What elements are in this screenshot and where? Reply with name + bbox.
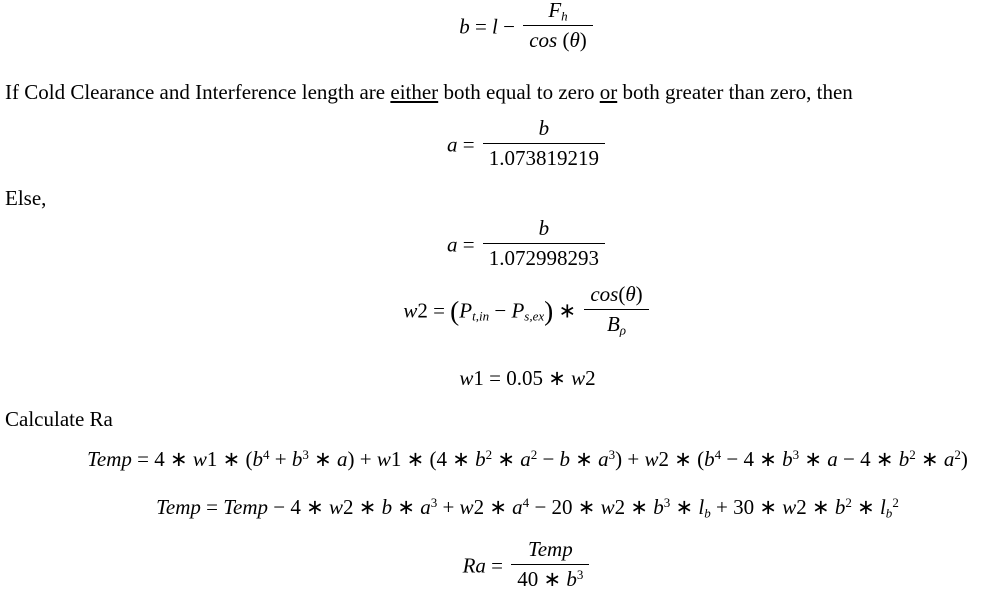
- fraction: $\frac{\cos(\theta)}{B_\rho}$: [584, 283, 648, 336]
- paragraph-else: Else,: [5, 186, 47, 210]
- formula-a-else: a = $\frac{b}{1.072998293}$: [0, 220, 999, 273]
- fraction: $\frac{b}{1.073819219}$: [483, 117, 605, 170]
- paragraph-calculate-ra: Calculate Ra: [5, 407, 113, 431]
- fraction: $\frac{F_h}{\cos (\theta)}$: [523, 0, 593, 52]
- formula-w2: $w2 = (P_{t,in} - P_{s,ex})$ ∗ $\frac{\cos(\theta)}{B_\rho}$: [0, 286, 999, 339]
- paragraph-condition: If Cold Clearance and Interference length are either both equal to zero or both greater than zero, then: [5, 80, 853, 104]
- formula-w1: w1 = 0.05 ∗ w2: [459, 366, 596, 390]
- formula-temp-2: Temp = Temp − 4 ∗ w2 ∗ b ∗ $a^3 + w2$ ∗ $a^4 - 20$ ∗ w2 ∗ $b^3$ ∗ $l_b + 30$ ∗ w2 ∗ $b^2$ ∗ $l_b^2$: [156, 494, 899, 521]
- formula-temp-1: Temp = 4 ∗ w1 ∗ ($b^4 + b^3$ ∗ a) + w1 ∗ (4 ∗ $b^2$ ∗ $a^2 - b$ ∗ $a^3) + w2$ ∗ ($b^4 - 4$ ∗ $b^3$ ∗ a − 4 ∗ $b^2$ ∗ $a^2$): [87, 446, 968, 471]
- fraction: $\frac{b}{1.072998293}$: [483, 217, 605, 270]
- fraction: $\frac{\text{Temp}}{40 ∗ b^3}$: [511, 538, 589, 591]
- formula-a-if: a = $\frac{b}{1.073819219}$: [0, 120, 999, 173]
- formula-ra: Ra = $\frac{\text{Temp}}{40 ∗ b^3}$: [0, 541, 999, 594]
- formula-b: b = l − $\frac{F_h}{\cos (\theta)}$: [0, 2, 999, 55]
